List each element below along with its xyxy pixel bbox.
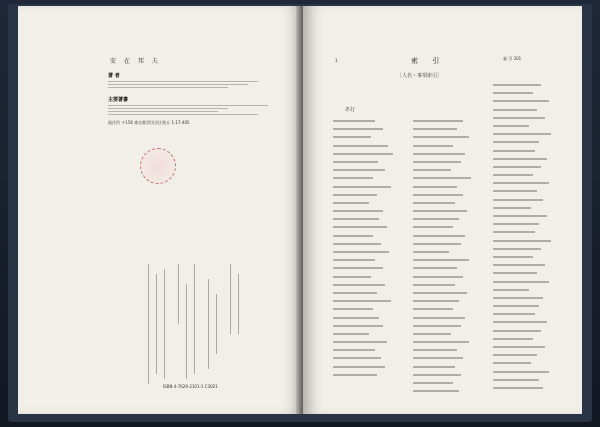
- section-a-heading: あ行: [345, 107, 356, 113]
- index-title: 索 引: [411, 57, 446, 65]
- colophon-block: [138, 264, 258, 394]
- author-name: 安 在 邦 夫: [110, 58, 161, 65]
- left-page: [18, 6, 303, 414]
- index-column-2: [413, 118, 483, 396]
- index-column-1: [333, 118, 403, 380]
- works-heading: 主要著書: [108, 97, 129, 103]
- index-column-3: [493, 82, 563, 393]
- address-line: 現住所 〒156 東京都世田谷区桜丘 1-17-405: [108, 120, 190, 125]
- bio-heading: 著 者: [108, 73, 120, 79]
- index-subtitle: ［人名・事項索引］: [397, 73, 443, 79]
- author-bio-block: [108, 68, 288, 126]
- right-page: [303, 6, 582, 414]
- isbn-line: ISBN 4-7629-2101-1 C3021: [163, 384, 218, 389]
- page-number: 1: [335, 58, 338, 63]
- running-header: 索 引 301: [503, 56, 522, 61]
- publisher-stamp-icon: [140, 148, 176, 184]
